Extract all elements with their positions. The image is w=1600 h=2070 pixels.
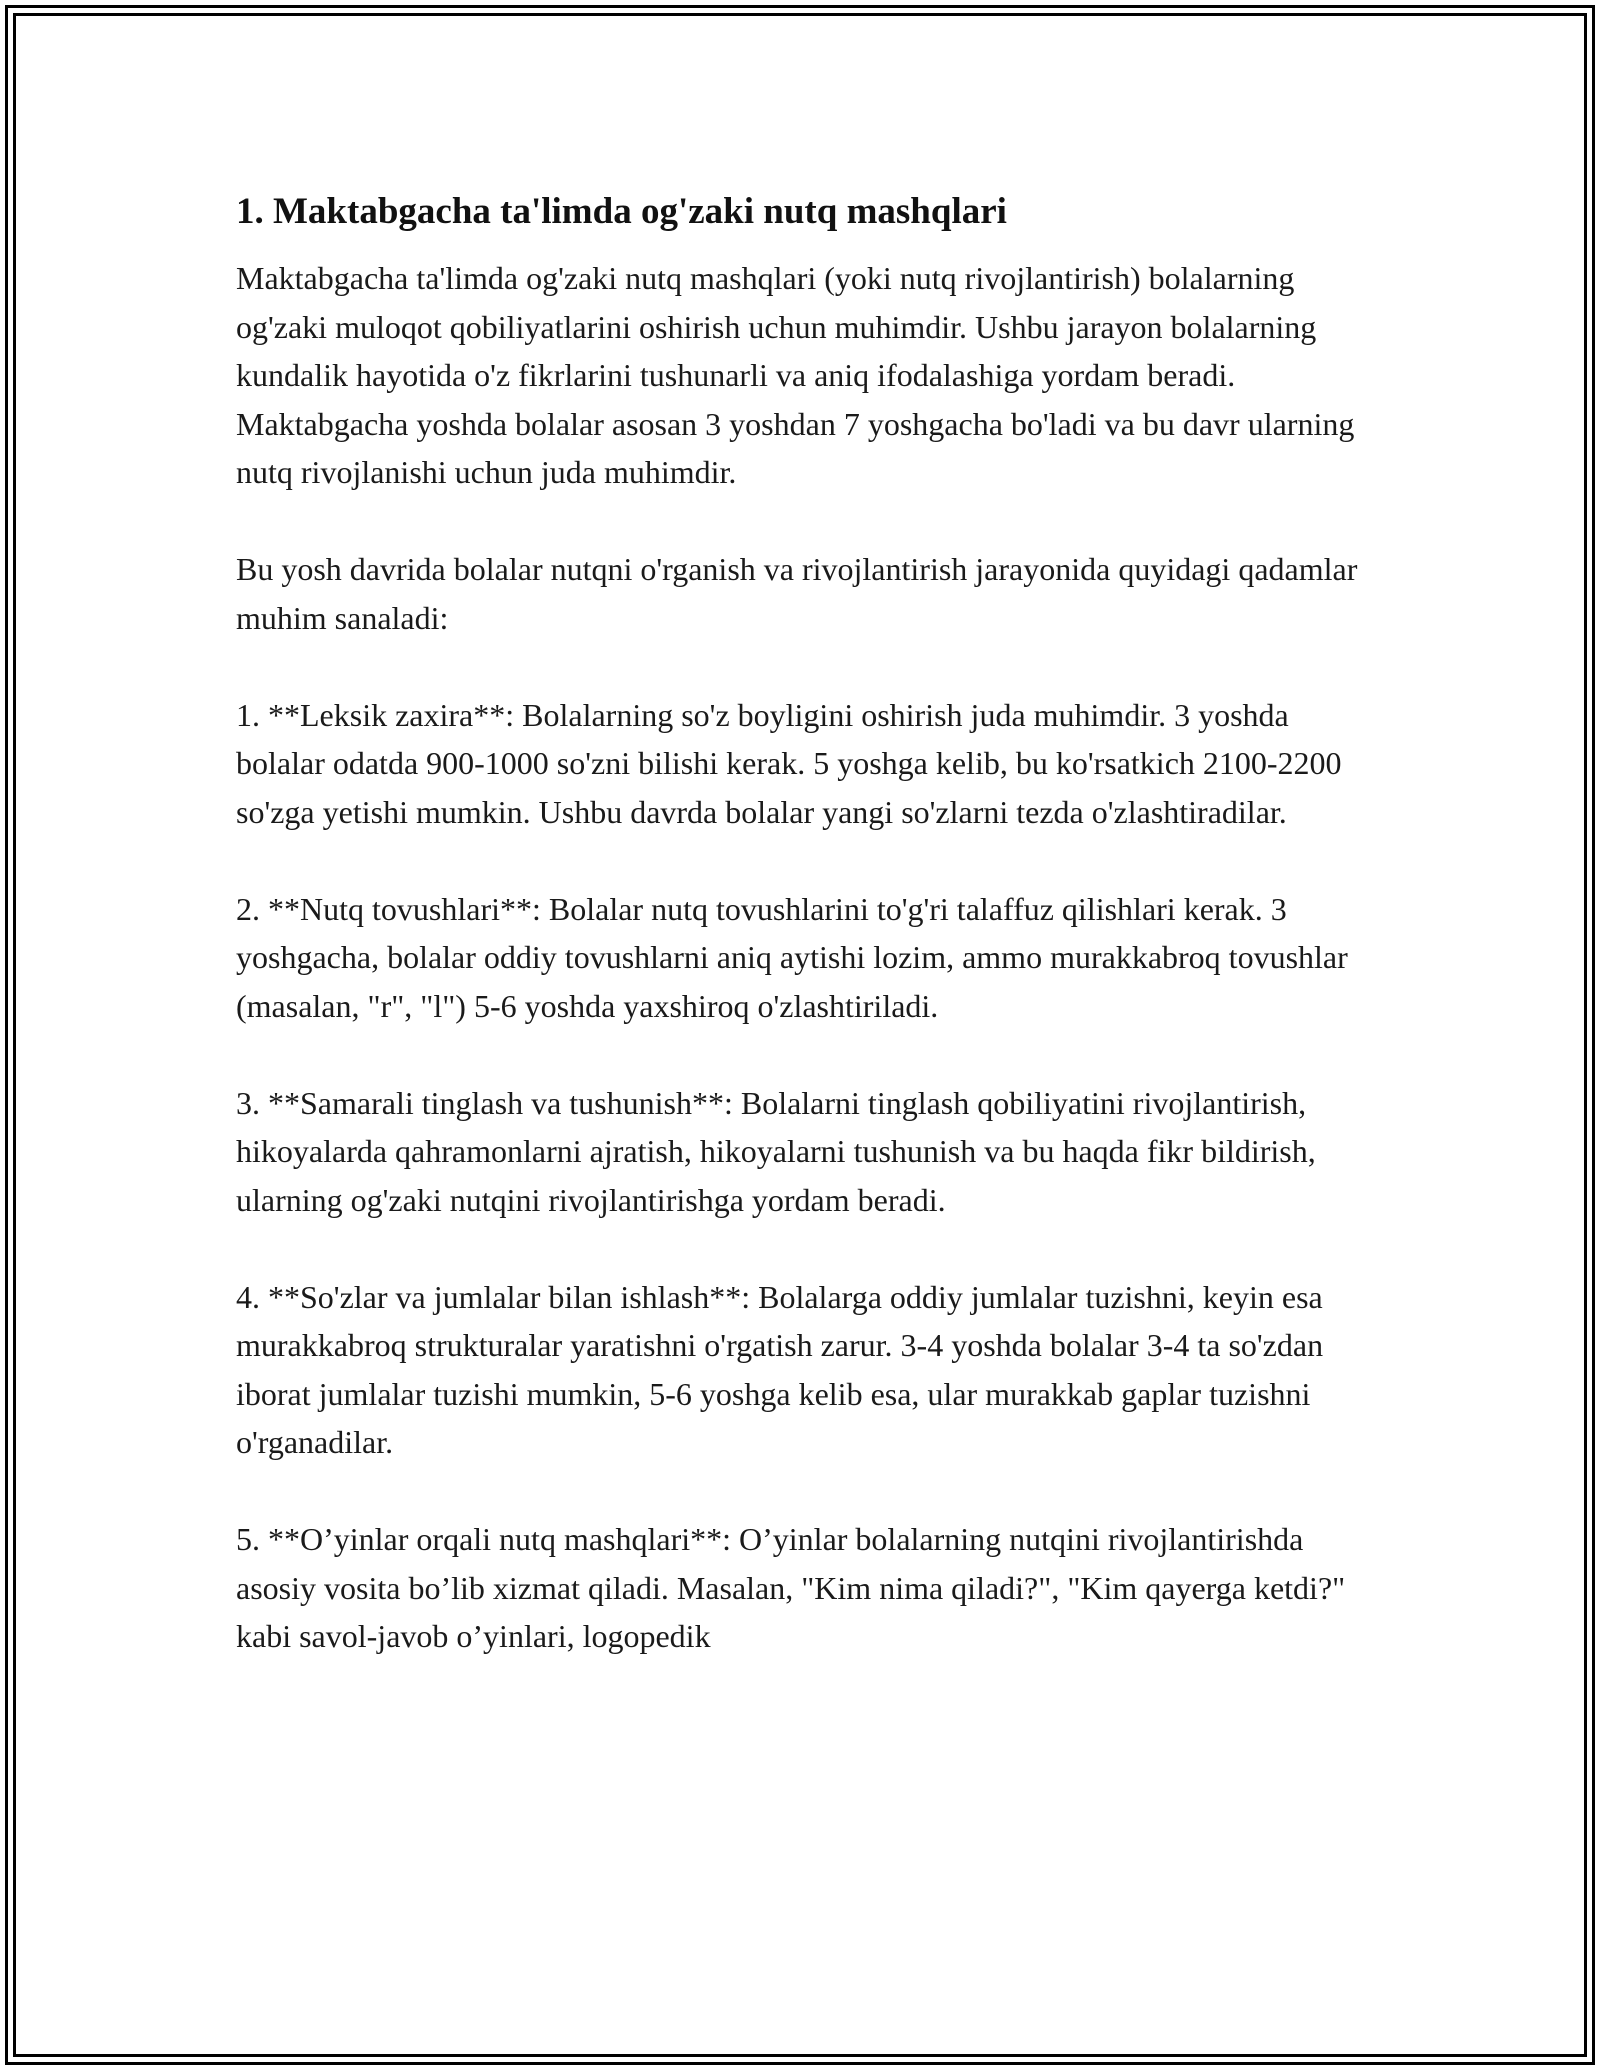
list-item-listening: 3. **Samarali tinglash va tushunish**: Bolalarni tinglash qobiliyatini rivojlantirish, hikoyalarda qahramonlarni ajratish, hikoyalarni tushunish va bu haqda fikr bildirish, ularning og'zaki nutqini rivojlantirishga yordam beradi. [236, 1084, 1316, 1218]
list-item-lexical-reserve: 1. **Leksik zaxira**: Bolalarning so'z boyligini oshirish juda muhimdir. 3 yoshda bolalar odatda 900-1000 so'zni bilishi kerak. 5 yoshga kelib, bu ko'rsatkich 2100-2200 so'zga yetishi mumkin. Ushbu davrda bolalar yangi so'zlarni tezda o'zlashtiradilar. [236, 696, 1342, 830]
steps-intro-paragraph: Bu yosh davrida bolalar nutqni o'rganish va rivojlantirish jarayonida quyidagi qadamlar muhim sanaladi: [236, 551, 1358, 636]
list-item-speech-games: 5. **O’yinlar orqali nutq mashqlari**: O’yinlar bolalarning nutqini rivojlantirishda asosiy vosita bo’lib xizmat qiladi. Masalan, "Kim nima qiladi?", "Kim qayerga ketdi?" kabi savol-javob o’yinlari, logopedik [236, 1521, 1346, 1654]
intro-paragraph: Maktabgacha ta'limda og'zaki nutq mashqlari (yoki nutq rivojlantirish) bolalarning og'zaki muloqot qobiliyatlarini oshirish uchun muhimdir. Ushbu jarayon bolalarning kundalik hayotida o'z fikrlarini tushunarli va aniq ifodalashiga yordam beradi. Maktabgacha yoshda bolalar asosan 3 yoshdan 7 yoshgacha bo'ladi va bu davr ularning nutq rivojlanishi uchun juda muhimdir. [236, 260, 1355, 490]
list-item-words-sentences: 4. **So'zlar va jumlalar bilan ishlash**: Bolalarga oddiy jumlalar tuzishni, keyin esa murakkabroq strukturalar yaratishni o'rgatish zarur. 3-4 yoshda bolalar 3-4 ta so'zdan iborat jumlalar tuzishi mumkin, 5-6 yoshga kelib esa, ular murakkab gaplar tuzishni o'rganadilar. [236, 1278, 1324, 1460]
document-body [236, 188, 1364, 1709]
list-item-speech-sounds: 2. **Nutq tovushlari**: Bolalar nutq tovushlarini to'g'ri talaffuz qilishlari kerak. 3 yoshgacha, bolalar oddiy tovushlarni aniq aytishi lozim, ammo murakkabroq tovushlar (masalan, "r", "l") 5-6 yoshda yaxshiroq o'zlashtiriladi. [236, 890, 1348, 1024]
document-title: 1. Maktabgacha ta'limda og'zaki nutq mashqlari [236, 191, 1007, 232]
